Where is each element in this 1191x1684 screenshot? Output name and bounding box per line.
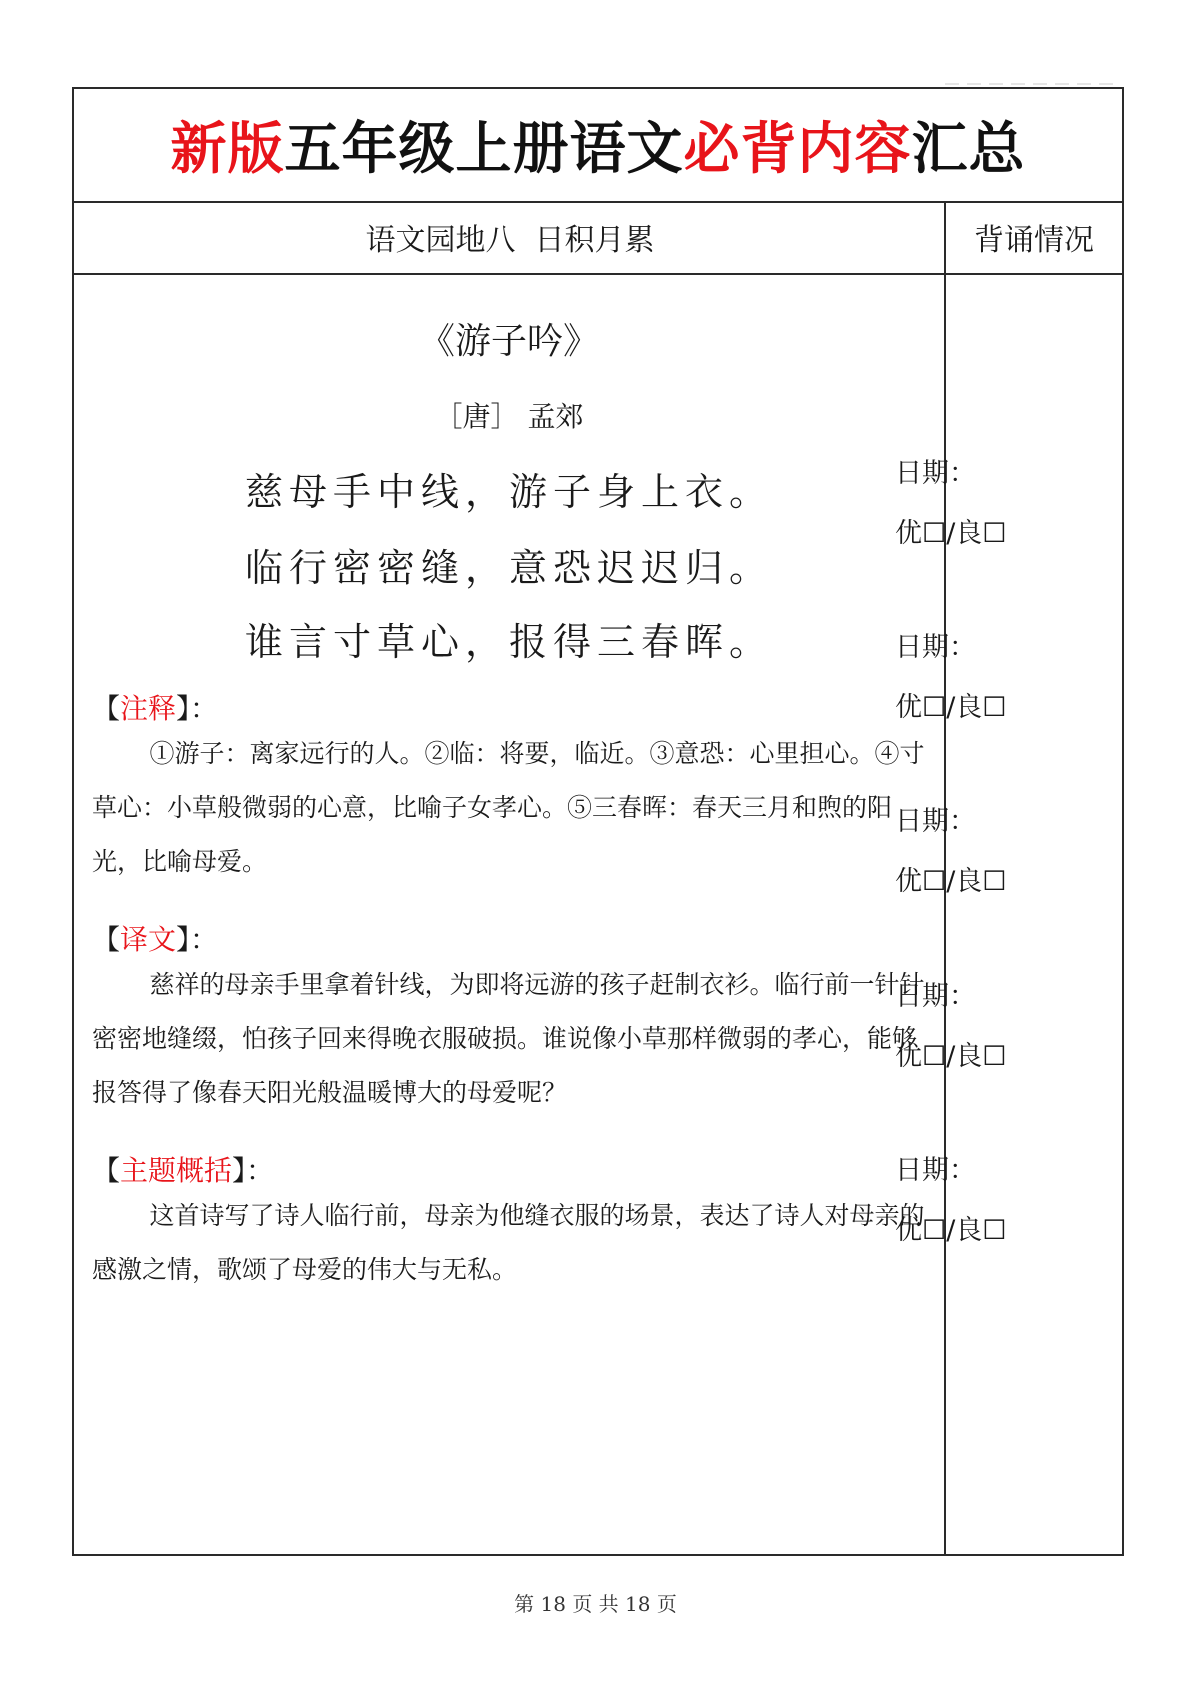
recitation-grade: 优☐/良☐ [895, 1215, 1007, 1246]
theme-label-text: 主题概括 [120, 1154, 233, 1187]
translation-text: 慈祥的母亲手里拿着针线，为即将远游的孩子赶制衣衫。临行前一针针密密地缝缀，怕孩子回来得晚衣服破损。谁说像小草那样微弱的孝心，能够报答得了像春天阳光般温暖博大的母爱呢？ [92, 970, 925, 1107]
title-part-recite: 必背内容 [683, 117, 912, 182]
theme-text: 这首诗写了诗人临行前，母亲为他缝衣服的场景，表达了诗人对母亲的感激之情，歌颂了母爱的伟大与无私。 [92, 1201, 925, 1284]
notes-label-text: 注释 [120, 692, 177, 725]
bracket: 【 [92, 923, 121, 956]
recitation-grade: 优☐/良☐ [895, 518, 1007, 549]
translation-label-text: 译文 [120, 923, 177, 956]
page-number: 第 18 页 共 18 页 [514, 1592, 677, 1616]
poem-line: 谁言寸草心，报得三春晖。 [244, 620, 773, 664]
bracket: 【 [92, 1154, 121, 1187]
notes-label [92, 687, 218, 727]
bracket: 】： [176, 923, 219, 956]
theme-label [92, 1149, 274, 1189]
poem-author: ［唐］ 孟郊 [434, 400, 584, 433]
page-title [74, 89, 1122, 203]
recitation-grade: 优☐/良☐ [895, 866, 1007, 897]
recitation-grade: 优☐/良☐ [895, 692, 1007, 723]
title-part-summary: 汇总 [911, 117, 1026, 182]
title-part-grade: 五年级上册语文 [284, 117, 684, 182]
recitation-date: 日期： [895, 806, 976, 837]
poem-line: 临行密密缝，意恐迟迟归。 [244, 546, 773, 590]
content-cell [74, 275, 944, 1554]
recitation-status-heading: 背诵情况 [974, 223, 1094, 258]
notes-text: ①游子：离家远行的人。②临：将要，临近。③意恐：心里担心。④寸草心：小草般微弱的心意，比喻子女孝心。⑤三春晖：春天三月和煦的阳光，比喻母爱。 [92, 739, 925, 876]
bracket: 【 [92, 692, 121, 725]
bracket: 】： [176, 692, 219, 725]
recitation-grade: 优☐/良☐ [895, 1041, 1007, 1072]
table-header-row [74, 201, 1122, 275]
bracket: 】： [232, 1154, 275, 1187]
poem-line: 慈母手中线，游子身上衣。 [244, 470, 773, 514]
translation-label [92, 918, 218, 958]
recitation-date: 日期： [895, 981, 976, 1012]
recitation-date: 日期： [895, 632, 976, 663]
poem-title: 《游子吟》 [418, 321, 599, 362]
recitation-date: 日期： [895, 1155, 976, 1186]
title-part-new: 新版 [170, 117, 285, 182]
recitation-date: 日期： [895, 458, 976, 489]
section-heading: 语文园地八 日积月累 [365, 223, 655, 258]
